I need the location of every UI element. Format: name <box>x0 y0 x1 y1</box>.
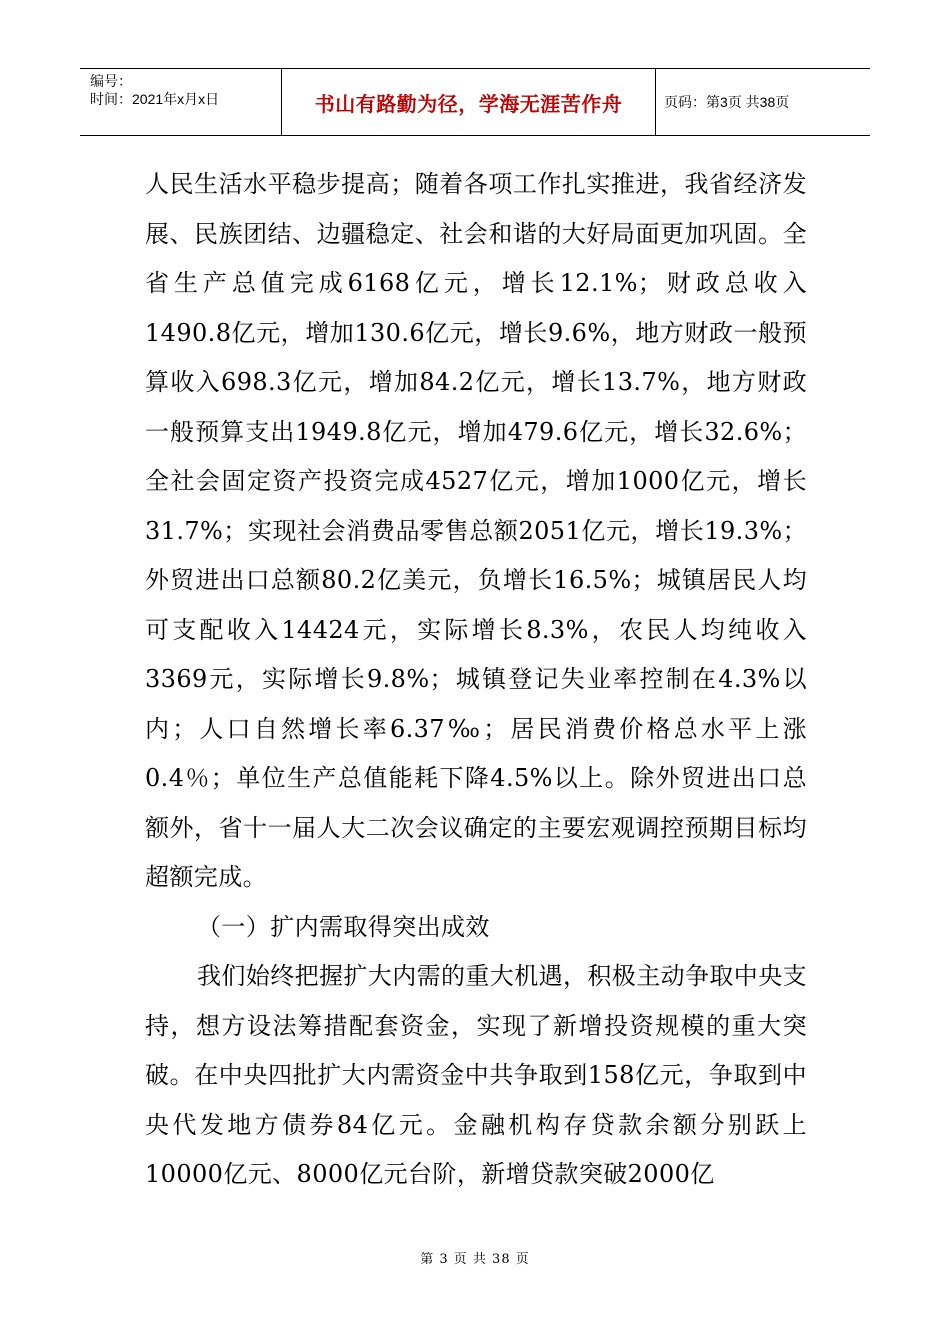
body-paragraph: 我们始终把握扩大内需的重大机遇，积极主动争取中央支持，想方设法筹措配套资金，实现了新增投资规模的重大突破。在中央四批扩大内需资金中共争取到158亿元，争取到中央代发地方债券84亿元。金融机构存贷款余额分别跃上10000亿元、8000亿元台阶，新增贷款突破2000亿 <box>145 962 807 1188</box>
body-paragraph: 人民生活水平稳步提高；随着各项工作扎实推进，我省经济发展、民族团结、边疆稳定、社会和谐的大好局面更加巩固。全省生产总值完成6168亿元，增长12.1%；财政总收入1490.8亿元，增加130.6亿元，增长9.6%，地方财政一般预算收入698.3亿元，增加84.2亿元，增长13.7%，地方财政一般预算支出1949.8亿元，增加479.6亿元，增长32.6%；全社会固定资产投资完成4527亿元，增加1000亿元，增长31.7%；实现社会消费品零售总额2051亿元，增长19.3%；外贸进出口总额80.2亿美元，负增长16.5%；城镇居民人均可支配收入14424元，实际增长8.3%，农民人均纯收入3369元，实际增长9.8%；城镇登记失业率控制在4.3%以内；人口自然增长率6.37‰；居民消费价格总水平上涨0.4％；单位生产总值能耗下降4.5%以上。除外贸进出口总额外，省十一届人大二次会议确定的主要宏观调控预期目标均超额完成。 <box>145 170 807 891</box>
header-meta <box>80 69 282 135</box>
section-heading: （一）扩内需取得突出成效 <box>197 912 490 941</box>
document-body <box>145 160 807 1200</box>
page-footer: 第 3 页 共 38 页 <box>420 1252 530 1267</box>
header-motto: 书山有路勤为径，学海无涯苦作舟 <box>282 69 656 135</box>
document-number-label: 编号： <box>90 73 132 89</box>
document-time-label: 时间：2021年x月x日 <box>90 91 220 107</box>
page-header <box>80 68 870 136</box>
header-page-info: 页码：第3页 共38页 <box>664 94 790 110</box>
